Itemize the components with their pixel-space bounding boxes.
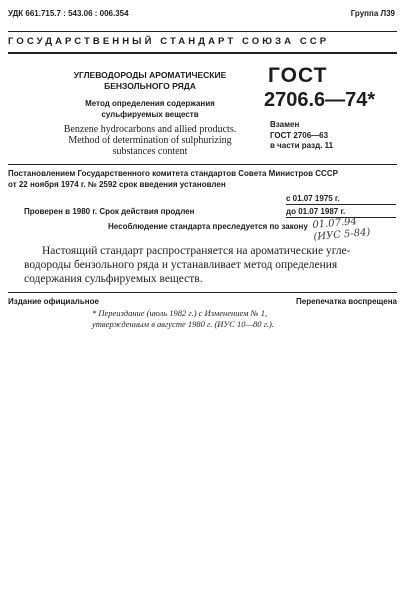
group-code: Группа Л39 [350, 9, 395, 18]
gost-label: ГОСТ [268, 64, 328, 87]
replaces-line: в части разд. 11 [270, 141, 334, 150]
handwritten-line: (ИУС 5-84) [313, 226, 371, 243]
penalty-note: Несоблюдение стандарта преследуется по закону [108, 222, 308, 231]
decree-line: от 22 ноября 1974 г. № 2592 срок введения установлен [8, 179, 226, 189]
replaces-note [270, 120, 398, 152]
udc-code: УДК 661.715.7 : 543.06 : 006.354 [8, 9, 129, 18]
top-rule [8, 31, 397, 32]
method-title-ru [46, 99, 254, 120]
footer-rule [8, 292, 397, 293]
replaces-line: Взамен [270, 120, 300, 129]
gost-block [258, 64, 398, 152]
gost-number: 2706.6—74* [264, 89, 376, 111]
title-en-line: substances content [112, 146, 188, 157]
title-en-line: Benzene hydrocarbons and allied products. [63, 124, 237, 135]
handwritten-line: 01.07.94 [312, 216, 358, 231]
decree-text [8, 169, 398, 190]
title-en-line: Method of determination of sulphurizing [68, 135, 232, 146]
title-block [46, 70, 254, 157]
checked-note: Проверен в 1980 г. Срок действия продлен [24, 207, 195, 216]
banner-rule [8, 52, 397, 54]
footnote-line: утвержденным в августе 1980 г. (ИУС 10—80 г.). [92, 319, 274, 329]
title-en [46, 124, 254, 157]
date-to: до 01.07 1987 г. [286, 207, 396, 218]
title-ru-line: БЕНЗОЛЬНОГО РЯДА [104, 81, 196, 91]
method-line: сульфируемых веществ [101, 109, 199, 119]
title-ru-line: УГЛЕВОДОРОДЫ АРОМАТИЧЕСКИЕ [73, 70, 227, 80]
title-ru [46, 70, 254, 92]
section-rule [8, 164, 397, 165]
footnote-line: * Переиздание (июль 1982 г.) с Изменением № 1, [92, 308, 268, 318]
method-line: Метод определения содержания [85, 99, 215, 108]
replaces-line: ГОСТ 2706—63 [270, 130, 329, 140]
scope-paragraph: Настоящий стандарт распространяется на ароматические угле-водороды бензольного ряда и устанавливает метод определения содержания сульфируемых веществ. [24, 245, 351, 285]
state-standard-banner: ГОСУДАРСТВЕННЫЙ СТАНДАРТ СОЮЗА ССР [8, 36, 330, 47]
official-edition: Издание официальное [8, 297, 99, 306]
footnote [92, 308, 392, 330]
decree-line: Постановлением Государственного комитета стандартов Совета Министров СССР [8, 169, 338, 178]
reprint-prohibited: Перепечатка воспрещена [296, 297, 397, 306]
date-from: с 01.07 1975 г. [286, 194, 396, 205]
